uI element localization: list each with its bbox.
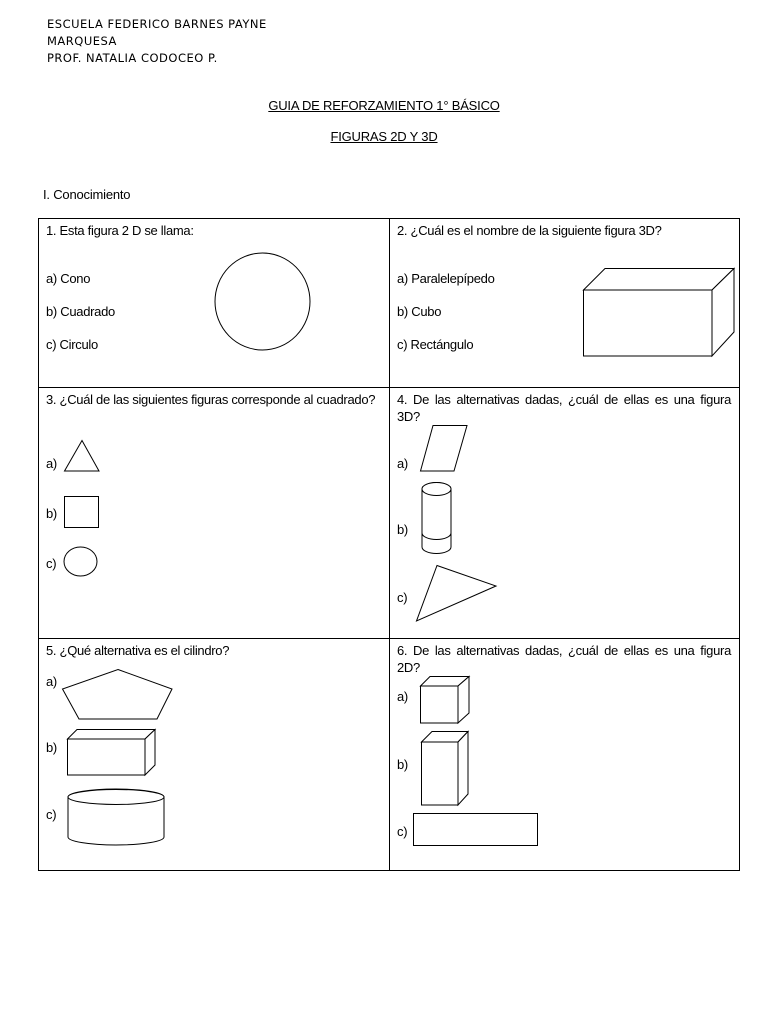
rectangular-prism-icon (583, 268, 735, 358)
triangle-icon (64, 440, 100, 472)
question-3-option-b[interactable]: b) (46, 506, 57, 521)
page-subtitle: FIGURAS 2D Y 3D (330, 129, 438, 144)
triangle-icon (416, 565, 498, 623)
question-3-text: 3. ¿Cuál de las siguientes figuras corresponde al cuadrado? (46, 392, 376, 407)
question-4-text: 4. De las alternativas dadas, ¿cuál de ellas es una figura 3D? (397, 392, 731, 424)
page-title: GUIA DE REFORZAMIENTO 1° BÁSICO (268, 98, 500, 113)
question-5-option-c[interactable]: c) (46, 807, 57, 822)
school-name: ESCUELA FEDERICO BARNES PAYNE (47, 17, 267, 31)
school-city: MARQUESA (47, 34, 117, 48)
question-3-option-c[interactable]: c) (46, 556, 57, 571)
pentagon-icon (62, 669, 174, 721)
question-2-cell (390, 219, 740, 388)
question-2-option-b[interactable]: b) Cubo (397, 304, 442, 319)
question-6-option-b[interactable]: b) (397, 757, 408, 772)
rectangle-icon (413, 813, 539, 847)
question-1-cell (39, 219, 390, 388)
teacher-name: PROF. NATALIA CODOCEO P. (47, 51, 218, 65)
section-heading: I. Conocimiento (43, 187, 131, 202)
parallelogram-icon (420, 425, 468, 472)
question-2-option-a[interactable]: a) Paralelepípedo (397, 271, 495, 286)
question-6-cell (390, 639, 740, 871)
question-5-text: 5. ¿Qué alternativa es el cilindro? (46, 643, 230, 658)
question-1-option-a[interactable]: a) Cono (46, 271, 91, 286)
cylinder-icon (421, 482, 453, 557)
circle-icon (214, 252, 312, 352)
rectangular-prism-icon (421, 731, 471, 807)
question-5-cell (39, 639, 390, 871)
question-2-option-c[interactable]: c) Rectángulo (397, 337, 474, 352)
rectangular-prism-icon (67, 729, 157, 777)
question-6-option-c[interactable]: c) (397, 824, 408, 839)
question-1-option-b[interactable]: b) Cuadrado (46, 304, 115, 319)
question-6-option-a[interactable]: a) (397, 689, 408, 704)
cube-icon (420, 676, 470, 725)
questions-table (38, 218, 740, 871)
question-4-option-b[interactable]: b) (397, 522, 408, 537)
question-5-option-a[interactable]: a) (46, 674, 57, 689)
question-3-option-a[interactable]: a) (46, 456, 57, 471)
question-4-option-c[interactable]: c) (397, 590, 408, 605)
question-3-cell (39, 388, 390, 639)
question-4-option-a[interactable]: a) (397, 456, 408, 471)
question-5-option-b[interactable]: b) (46, 740, 57, 755)
question-1-text: 1. Esta figura 2 D se llama: (46, 223, 194, 238)
question-2-text: 2. ¿Cuál es el nombre de la siguiente figura 3D? (397, 223, 662, 238)
oval-icon (63, 546, 99, 578)
cylinder-icon (67, 789, 165, 847)
school-header (47, 16, 267, 67)
question-1-option-c[interactable]: c) Circulo (46, 337, 98, 352)
question-4-cell (390, 388, 740, 639)
question-6-text: 6. De las alternativas dadas, ¿cuál de ellas es una figura 2D? (397, 643, 731, 675)
square-icon (64, 496, 100, 529)
